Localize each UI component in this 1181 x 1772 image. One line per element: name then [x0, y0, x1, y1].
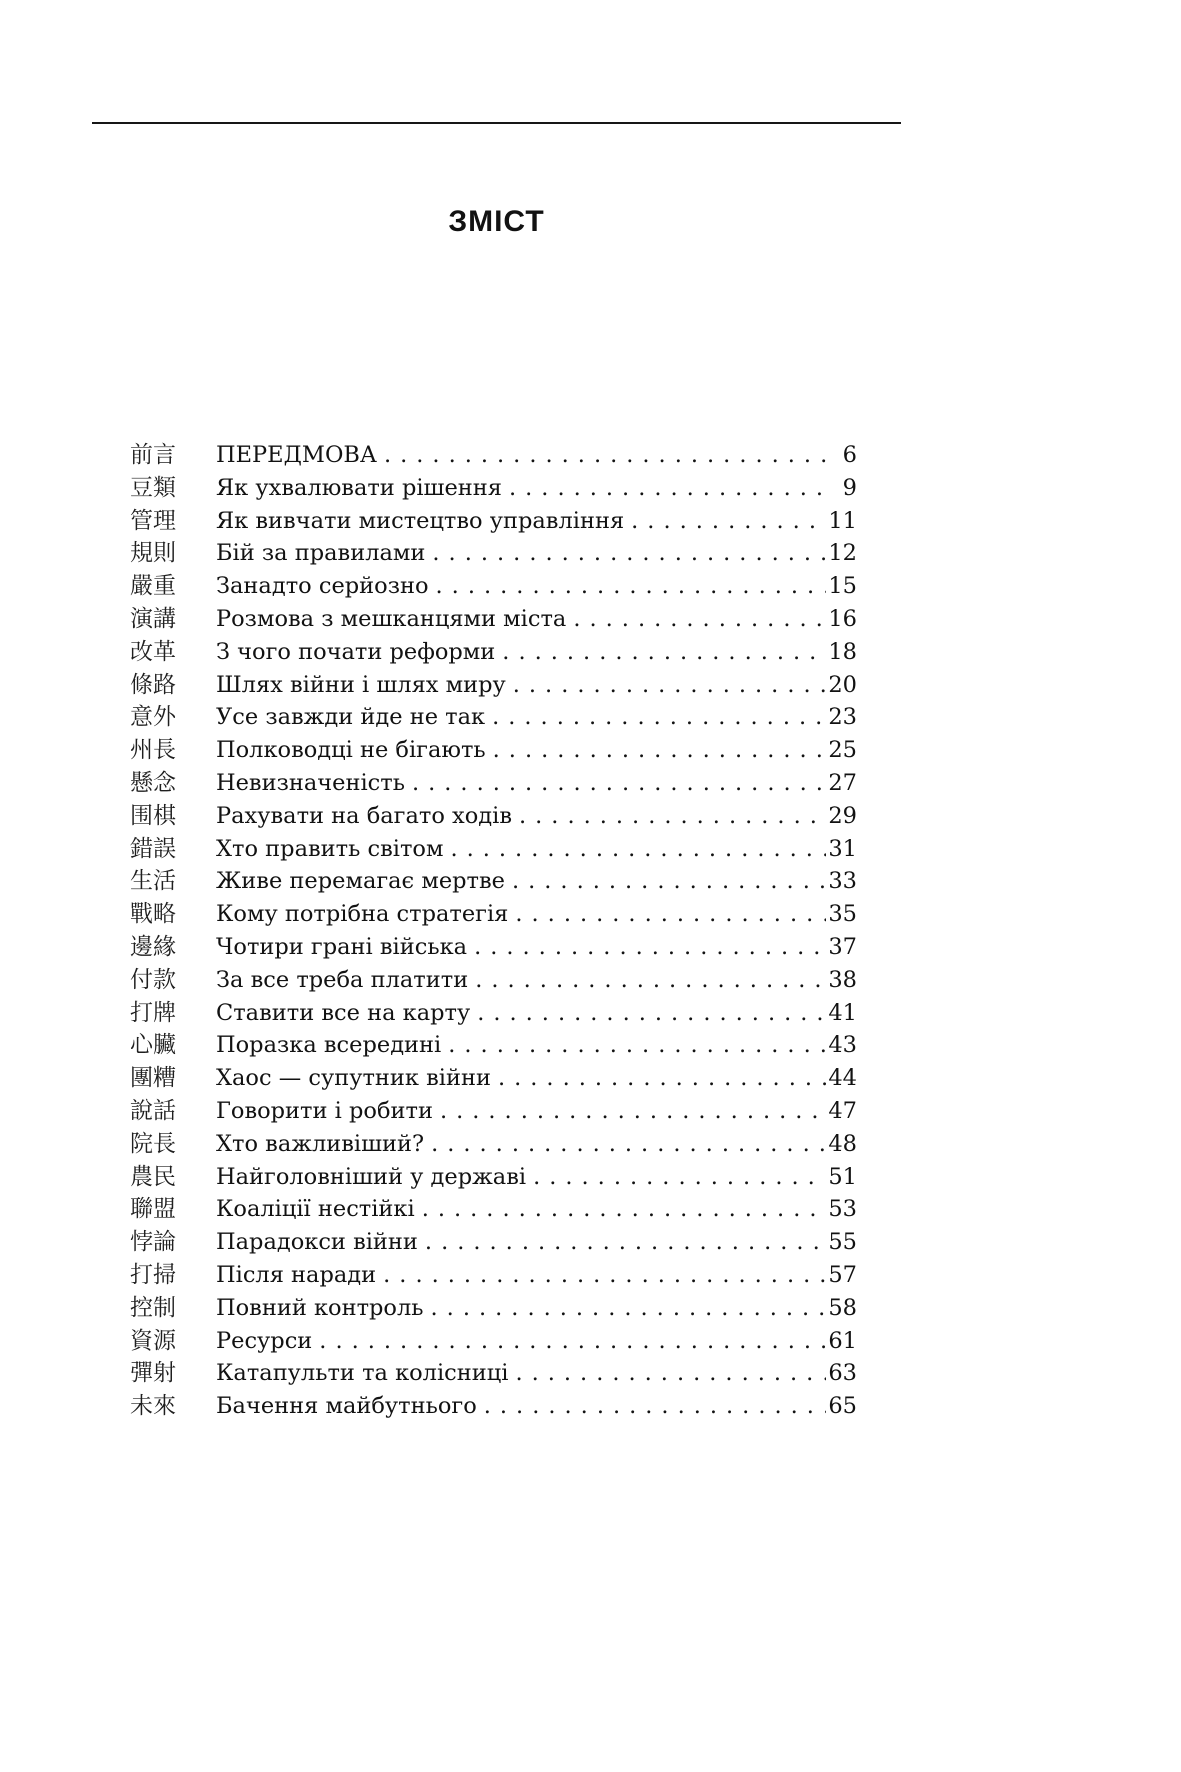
- dot-leader: [432, 540, 826, 566]
- toc-row: [130, 600, 857, 633]
- page-number: 12: [828, 540, 857, 567]
- toc-row: [130, 928, 857, 961]
- dot-leader: [448, 1032, 826, 1058]
- dot-leader: [450, 836, 826, 862]
- cjk-label: 心臟: [130, 1032, 176, 1059]
- entry-title: Хто править світом: [216, 835, 444, 862]
- cjk-label: 悖論: [130, 1229, 176, 1256]
- entry-title: Хаос — супутник війни: [216, 1065, 491, 1092]
- entry-title: Говорити і робити: [216, 1097, 433, 1124]
- page-number: 58: [828, 1294, 857, 1321]
- dot-leader: [512, 868, 826, 894]
- entry-title: Хто важливіший?: [216, 1130, 425, 1157]
- entry-title: Розмова з мешканцями міста: [216, 605, 567, 632]
- entry-title: Занадто серйозно: [216, 573, 429, 600]
- toc-row: [130, 895, 857, 928]
- toc-row: [130, 1223, 857, 1256]
- toc-row: [130, 567, 857, 600]
- dot-leader: [319, 1328, 826, 1354]
- page-number: 20: [828, 671, 857, 698]
- entry-title: Кому потрібна стратегія: [216, 901, 509, 928]
- toc-row: [130, 1158, 857, 1191]
- page-number: 51: [828, 1163, 857, 1190]
- cjk-label: 打牌: [130, 999, 176, 1026]
- toc-row: [130, 1059, 857, 1092]
- page-number: 44: [828, 1065, 857, 1092]
- dot-leader: [383, 1262, 826, 1288]
- entry-title: Живе перемагає мертве: [216, 868, 505, 895]
- dot-leader: [513, 672, 827, 698]
- entry-title: Як ухвалювати рішення: [216, 474, 502, 501]
- page-number: 35: [828, 901, 857, 928]
- dot-leader: [515, 1360, 826, 1386]
- cjk-label: 管理: [130, 507, 176, 534]
- toc-row: [130, 469, 857, 502]
- cjk-label: 團糟: [130, 1065, 176, 1092]
- entry-title: Усе завжди йде не так: [216, 704, 486, 731]
- cjk-label: 院長: [130, 1130, 176, 1157]
- dot-leader: [492, 704, 826, 730]
- toc-row: [130, 994, 857, 1027]
- cjk-label: 围棋: [130, 802, 176, 829]
- toc-row: [130, 830, 857, 863]
- entry-title: Ставити все на карту: [216, 999, 471, 1026]
- cjk-label: 前言: [130, 442, 176, 468]
- entry-title: Бій за правилами: [216, 540, 426, 567]
- cjk-label: 農民: [130, 1163, 176, 1190]
- cjk-label: 豆類: [130, 474, 176, 501]
- page-number: 43: [828, 1032, 857, 1059]
- entry-title: Чотири грані війська: [216, 933, 468, 960]
- dot-leader: [493, 737, 827, 763]
- cjk-label: 規則: [130, 540, 176, 567]
- header-rule: [92, 122, 901, 124]
- entry-title: Після наради: [216, 1261, 377, 1288]
- toc-row: [130, 502, 857, 535]
- entry-title: Як вивчати мистецтво управління: [216, 507, 625, 534]
- entry-title: Ресурси: [216, 1327, 313, 1354]
- toc-row: [130, 698, 857, 731]
- cjk-label: 資源: [130, 1327, 176, 1354]
- toc-row: [130, 961, 857, 994]
- toc-row: [130, 1092, 857, 1125]
- entry-title: Катапульти та колісниці: [216, 1360, 509, 1387]
- dot-leader: [412, 770, 826, 796]
- cjk-label: 改革: [130, 638, 176, 665]
- page-number: 48: [828, 1130, 857, 1157]
- toc-row: [130, 436, 857, 469]
- page-number: 29: [828, 802, 857, 829]
- page-number: 63: [828, 1360, 857, 1387]
- page-number: 38: [828, 966, 857, 993]
- page-number: 65: [828, 1393, 857, 1420]
- entry-title: Найголовніший у державі: [216, 1163, 527, 1190]
- entry-title: Бачення майбутнього: [216, 1393, 477, 1420]
- dot-leader: [573, 606, 826, 632]
- dot-leader: [631, 508, 826, 534]
- dot-leader: [519, 803, 826, 829]
- page-number: 6: [842, 442, 857, 468]
- dot-leader: [515, 901, 826, 927]
- toc-row: [130, 764, 857, 797]
- page-number: 37: [828, 933, 857, 960]
- cjk-label: 演講: [130, 605, 176, 632]
- page-number: 23: [828, 704, 857, 731]
- page-number: 31: [828, 835, 857, 862]
- toc-row: [130, 633, 857, 666]
- page-number: 15: [828, 573, 857, 600]
- dot-leader: [502, 639, 826, 665]
- entry-title: Полководці не бігають: [216, 737, 486, 764]
- cjk-label: 懸念: [130, 769, 176, 796]
- dot-leader: [475, 967, 826, 993]
- toc-row: [130, 1387, 857, 1420]
- dot-leader: [431, 1295, 827, 1321]
- entry-title: Шлях війни і шлях миру: [216, 671, 506, 698]
- cjk-label: 條路: [130, 671, 176, 698]
- page-number: 57: [828, 1261, 857, 1288]
- toc-row: [130, 862, 857, 895]
- dot-leader: [431, 1131, 826, 1157]
- page-number: 41: [828, 999, 857, 1026]
- dot-leader: [474, 934, 826, 960]
- toc-row: [130, 1125, 857, 1158]
- toc-list: [130, 436, 857, 1420]
- entry-title: Парадокси війни: [216, 1229, 418, 1256]
- cjk-label: 控制: [130, 1294, 176, 1321]
- cjk-label: 嚴重: [130, 573, 176, 600]
- dot-leader: [422, 1196, 827, 1222]
- toc-row: [130, 731, 857, 764]
- toc-row: [130, 1190, 857, 1223]
- toc-row: [130, 1289, 857, 1322]
- cjk-label: 說話: [130, 1097, 176, 1124]
- cjk-label: 戰略: [130, 901, 176, 928]
- cjk-label: 未來: [130, 1393, 176, 1420]
- cjk-label: 意外: [130, 704, 176, 731]
- dot-leader: [533, 1164, 826, 1190]
- page-number: 11: [828, 507, 857, 534]
- toc-row: [130, 1026, 857, 1059]
- toc-row: [130, 1354, 857, 1387]
- entry-title: За все треба платити: [216, 966, 469, 993]
- page-title: ЗМІСТ: [448, 205, 545, 238]
- dot-leader: [440, 1098, 826, 1124]
- page-number: 16: [828, 605, 857, 632]
- page-number: 27: [828, 769, 857, 796]
- entry-title: Повний контроль: [216, 1294, 424, 1321]
- cjk-label: 聯盟: [130, 1196, 176, 1223]
- page-number: 25: [828, 737, 857, 764]
- dot-leader: [425, 1229, 826, 1255]
- dot-leader: [436, 573, 827, 599]
- dot-leader: [384, 442, 829, 468]
- page-number: 61: [828, 1327, 857, 1354]
- entry-title: Рахувати на багато ходів: [216, 802, 512, 829]
- toc-row: [130, 1322, 857, 1355]
- cjk-label: 付款: [130, 966, 176, 993]
- page-number: 18: [828, 638, 857, 665]
- toc-row: [130, 666, 857, 699]
- cjk-label: 邊緣: [130, 933, 176, 960]
- dot-leader: [477, 1000, 826, 1026]
- toc-row: [130, 797, 857, 830]
- toc-row: [130, 534, 857, 567]
- cjk-label: 錯誤: [130, 835, 176, 862]
- dot-leader: [509, 475, 829, 501]
- cjk-label: 彈射: [130, 1360, 176, 1387]
- page-number: 55: [828, 1229, 857, 1256]
- dot-leader: [498, 1065, 826, 1091]
- toc-row: [130, 1256, 857, 1289]
- cjk-label: 生活: [130, 868, 176, 895]
- page-number: 9: [842, 474, 857, 501]
- entry-title: Невизначеність: [216, 769, 405, 796]
- cjk-label: 州長: [130, 737, 176, 764]
- entry-title: З чого почати реформи: [216, 638, 496, 665]
- page-number: 33: [828, 868, 857, 895]
- page-number: 53: [828, 1196, 857, 1223]
- cjk-label: 打掃: [130, 1261, 176, 1288]
- dot-leader: [484, 1393, 827, 1419]
- entry-title: ПЕРЕДМОВА: [216, 442, 377, 468]
- entry-title: Коаліції нестійкі: [216, 1196, 415, 1223]
- page-number: 47: [828, 1097, 857, 1124]
- entry-title: Поразка всередині: [216, 1032, 442, 1059]
